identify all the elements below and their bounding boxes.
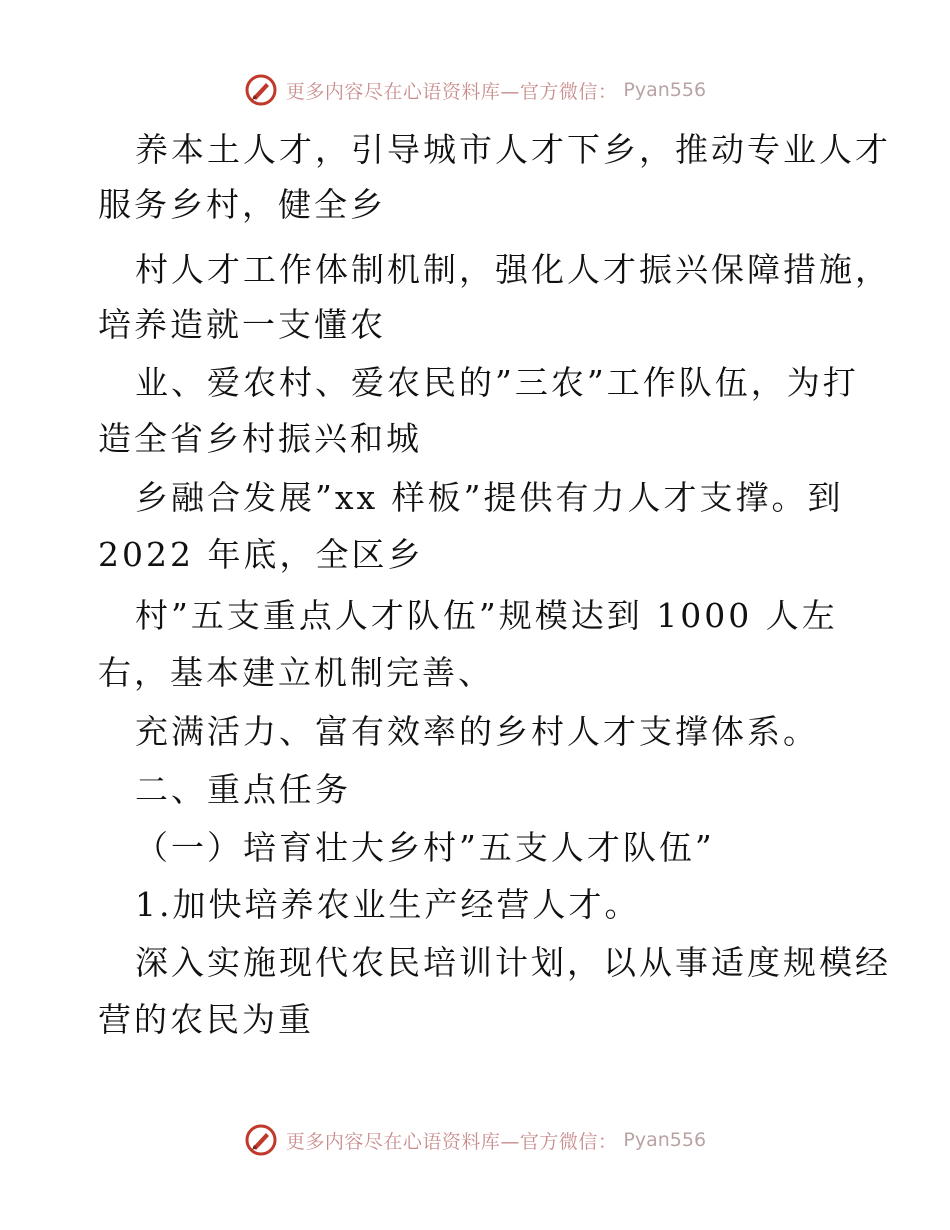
text-line: 营的农民为重 bbox=[98, 1000, 314, 1039]
text-line: 深入实施现代农民培训计划，以从事适度规模经 bbox=[135, 943, 891, 982]
text-line: 乡融合发展”xx 样板”提供有力人才支撑。到 bbox=[135, 478, 844, 517]
text-line: 服务乡村，健全乡 bbox=[98, 185, 386, 224]
text-line: 造全省乡村振兴和城 bbox=[98, 419, 422, 458]
subsection-heading: （一）培育壮大乡村”五支人才队伍” bbox=[135, 828, 715, 867]
header-watermark bbox=[0, 70, 950, 110]
text-line: 养本土人才，引导城市人才下乡，推动专业人才 bbox=[135, 130, 891, 169]
text-line: 充满活力、富有效率的乡村人才支撑体系。 bbox=[135, 712, 819, 751]
pen-seal-logo-icon bbox=[244, 1123, 278, 1157]
watermark-text: 更多内容尽在心语资料库—官方微信： bbox=[285, 80, 618, 103]
text-line: 业、爱农村、爱农民的”三农”工作队伍，为打 bbox=[135, 363, 859, 402]
pen-seal-logo-icon bbox=[244, 73, 278, 107]
watermark-wechat-id: Pyan556 bbox=[623, 1129, 707, 1151]
watermark-text: 更多内容尽在心语资料库—官方微信： bbox=[285, 1130, 618, 1153]
text-line: 村”五支重点人才队伍”规模达到 1000 人左 bbox=[135, 596, 838, 635]
text-line: 2022 年底，全区乡 bbox=[98, 535, 424, 574]
footer-watermark bbox=[0, 1120, 950, 1160]
text-line: 培养造就一支懂农 bbox=[98, 305, 386, 344]
text-line: 村人才工作体制机制，强化人才振兴保障措施， bbox=[135, 250, 891, 289]
watermark-wechat-id: Pyan556 bbox=[623, 79, 707, 101]
section-heading: 二、重点任务 bbox=[135, 770, 351, 809]
item-heading: 1.加快培养农业生产经营人才。 bbox=[135, 885, 641, 924]
text-line: 右，基本建立机制完善、 bbox=[98, 653, 494, 692]
